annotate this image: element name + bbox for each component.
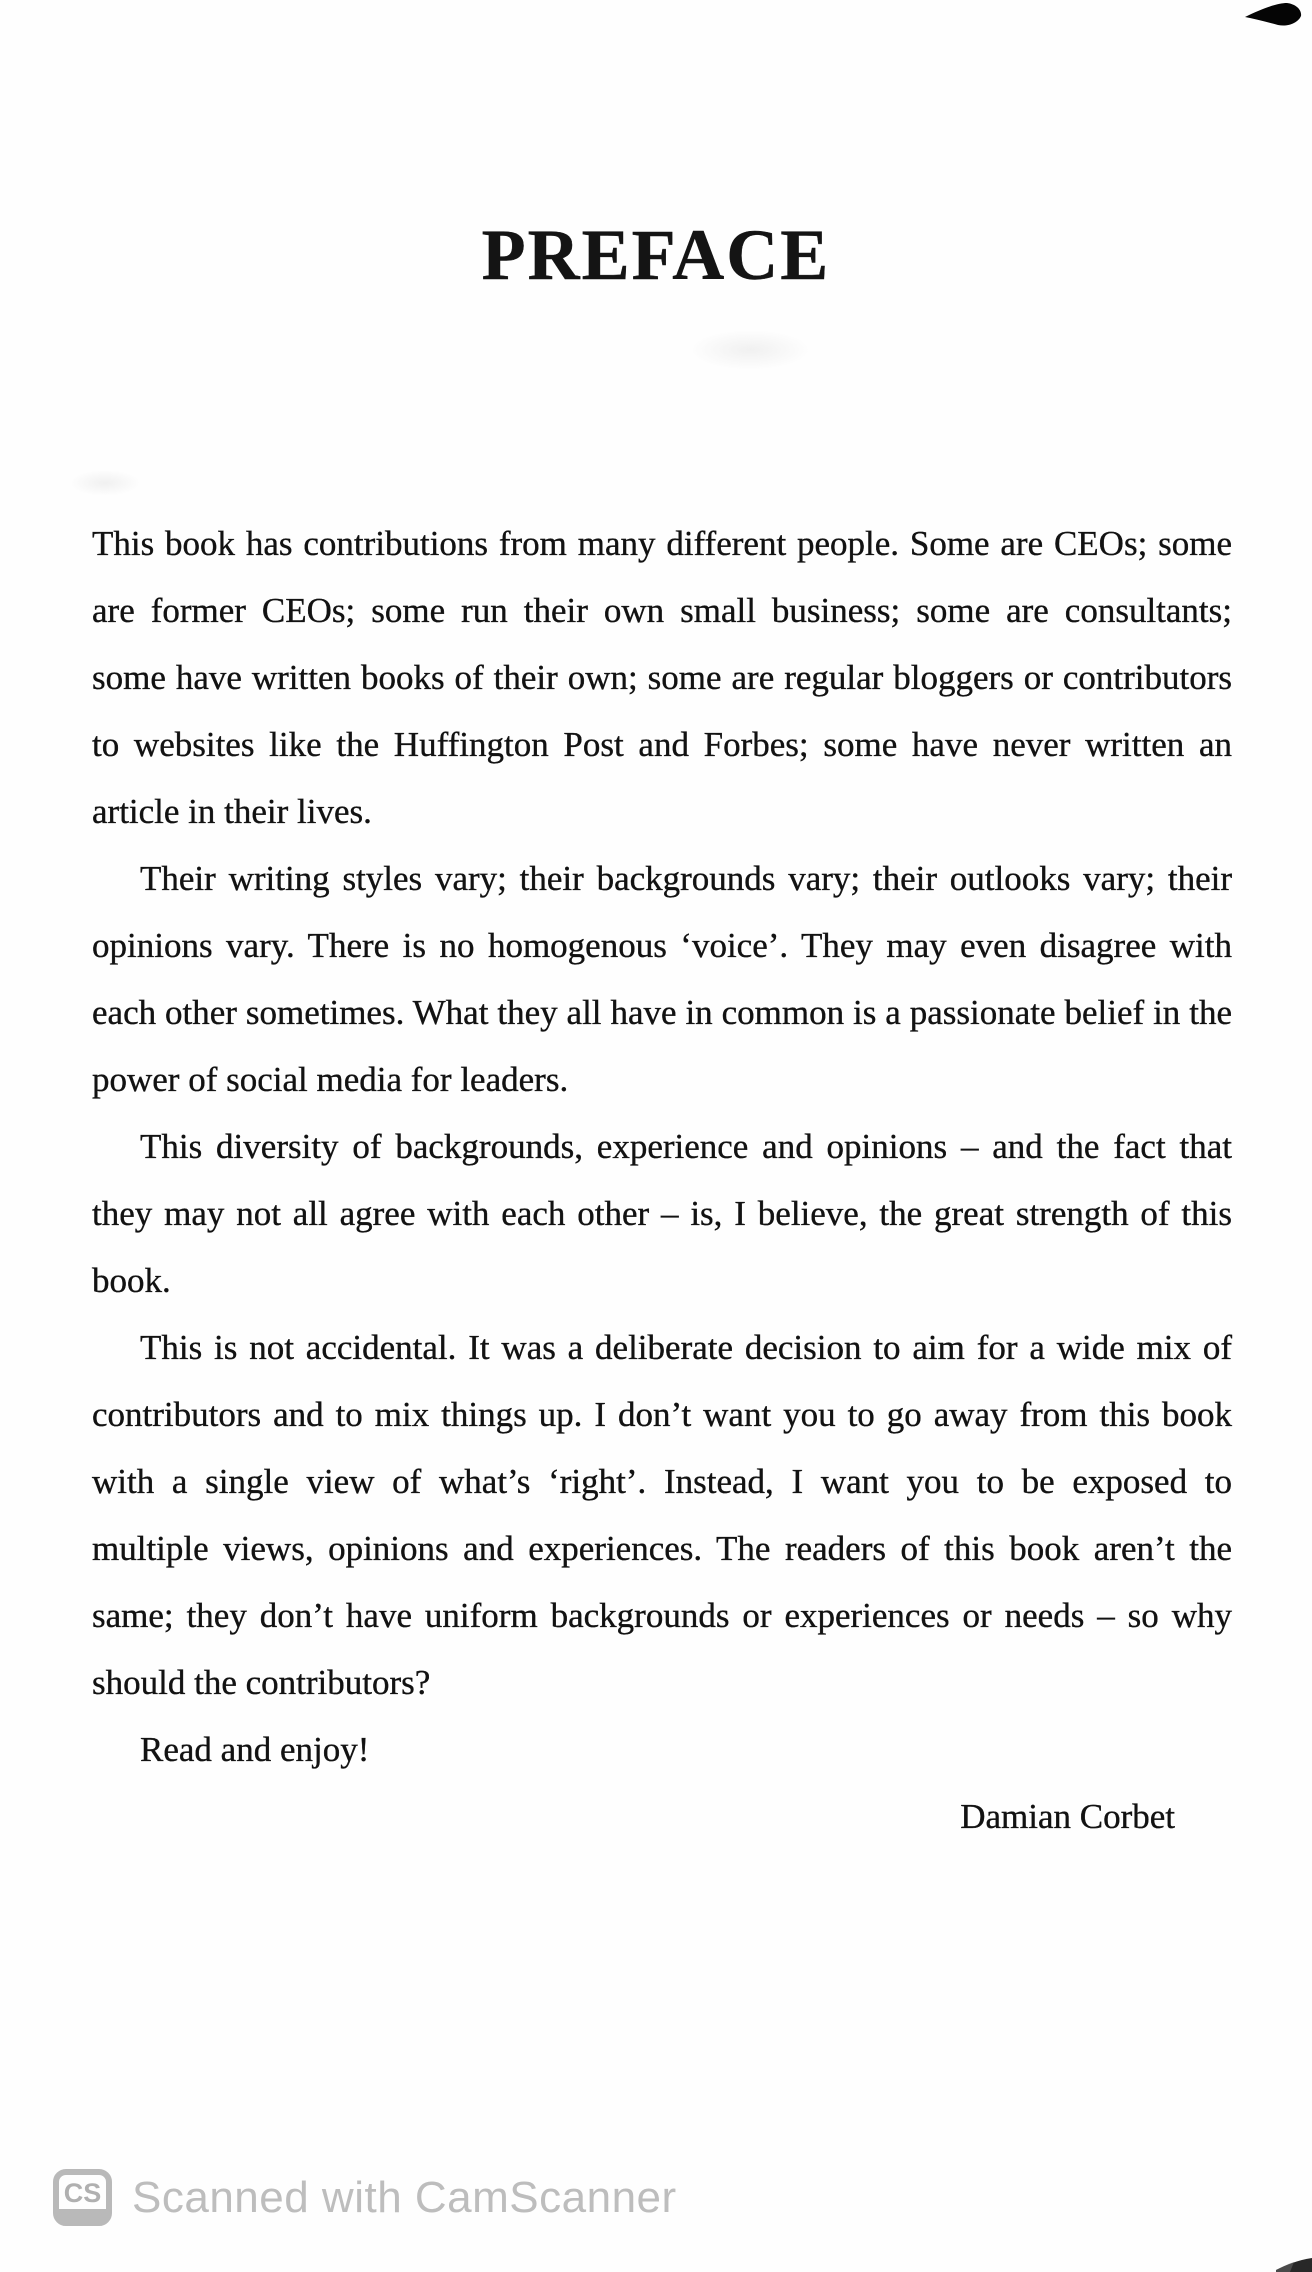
preface-body bbox=[92, 510, 1232, 1850]
camscanner-cs-icon bbox=[53, 2169, 112, 2226]
scan-artifact-top-right bbox=[1245, 2, 1303, 33]
svg-text:CS: CS bbox=[63, 2178, 102, 2208]
scan-smudge bbox=[690, 330, 810, 370]
preface-paragraph: Read and enjoy! bbox=[140, 1730, 370, 1769]
preface-paragraph: Their writing styles vary; their backgrounds vary; their outlooks vary; their opinions vary. There is no homogenous ‘voice’. They may even disagree with each other sometimes. What they all have in common is a passionate belief in the power of social media for leaders. bbox=[92, 859, 1232, 1099]
watermark-label: Scanned with CamScanner bbox=[132, 2173, 677, 2222]
author-signature: Damian Corbet bbox=[960, 1797, 1175, 1836]
preface-paragraph: This book has contributions from many different people. Some are CEOs; some are former CEOs; some run their own small business; some are consultants; some have written books of their own; some are regular bloggers or contributors to websites like the Huffington Post and Forbes; some have never written an article in their lives. bbox=[92, 524, 1232, 831]
camscanner-watermark bbox=[53, 2168, 677, 2227]
page-title: PREFACE bbox=[481, 215, 831, 295]
scan-artifact-bottom-right bbox=[1276, 2256, 1312, 2272]
preface-paragraph: This is not accidental. It was a deliberate decision to aim for a wide mix of contributors and to mix things up. I don’t want you to go away from this book with a single view of what’s ‘right’. Instead, I want you to be exposed to multiple views, opinions and experiences. The readers of this book aren’t the same; they don’t have uniform backgrounds or experiences or needs – so why should the contributors? bbox=[92, 1328, 1232, 1702]
preface-paragraph: This diversity of backgrounds, experience and opinions – and the fact that they may not all agree with each other – is, I believe, the great strength of this book. bbox=[92, 1127, 1232, 1300]
scan-smudge bbox=[70, 470, 140, 496]
